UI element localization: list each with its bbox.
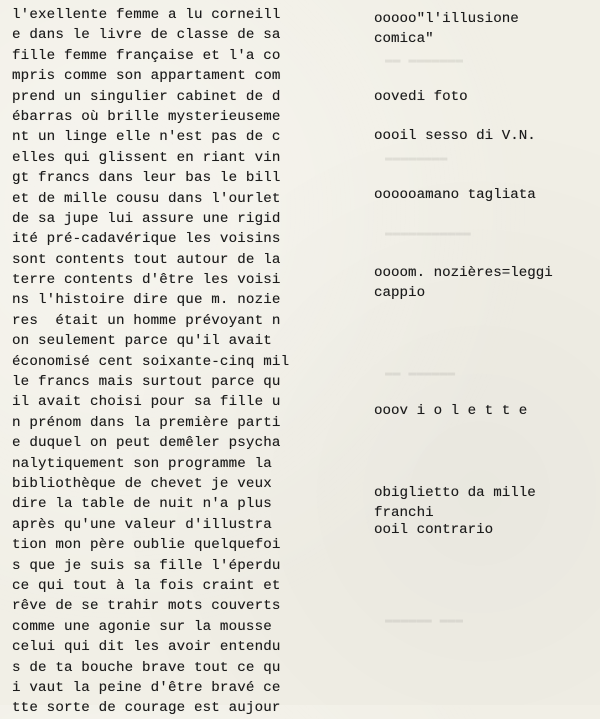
text-line: de sa jupe lui assure une rigid [12,210,281,227]
text-line: l'exellente femme a lu corneill [12,7,281,23]
margin-note: oooooamano tagliata [374,187,536,203]
text-line: on seulement parce qu'il avait [12,333,272,350]
text-line: économisé cent soixante-cinq mil [12,353,290,370]
show-through-texture: ▬▬▬▬▬▬ ▬▬▬ [385,612,464,627]
text-line: et de mille cousu dans l'ourlet [12,190,281,207]
text-line: mpris comme son appartament com [12,68,281,85]
text-line: e duquel on peut demêler psycha [12,435,281,452]
text-line: ce qui tout à la fois craint et [12,577,281,594]
text-line: le francs mais surtout parce qu [12,374,281,391]
text-line: e dans le livre de classe de sa [12,27,281,44]
margin-note: obiglietto da mille franchi [374,485,536,522]
text-line: terre contents d'être les voisi [12,272,281,289]
text-line: gt francs dans leur bas le bill [12,170,281,187]
text-line: elles qui glissent en riant vin [12,149,281,166]
text-line: fille femme française et l'a co [12,47,281,64]
margin-note: ooil contrario [374,522,494,538]
text-line: i vaut la peine d'être bravé ce [12,679,281,696]
margin-note: oooom. nozières=leggi cappio [374,265,553,302]
text-line: ité pré-cadavérique les voisins [12,231,281,248]
text-line: dire la table de nuit n'a plus [12,496,272,513]
margin-note: oovedi foto [374,89,468,105]
show-through-texture: ▬▬▬▬▬▬▬▬▬▬▬ [385,225,471,240]
text-line: tion mon père oublie quelquefoi [12,537,281,554]
text-line: rêve de se trahir mots couverts [12,598,281,615]
text-line: ébarras où brille mysterieuseme [12,108,281,125]
text-line: prend un singulier cabinet de d [12,88,281,105]
margin-note: ooooo"l'illusione comica" [374,11,519,48]
margin-note: oooil sesso di V.N. [374,128,536,144]
text-line: ns l'histoire dire que m. nozie [12,292,281,309]
text-line: nalytiquement son programme la [12,455,272,472]
text-line: sont contents tout autour de la [12,251,281,268]
text-line: s que je suis sa fille l'éperdu [12,557,281,574]
text-line: celui qui dit les avoir entendu [12,639,281,656]
text-line: n prénom dans la première parti [12,414,281,431]
margin-note: ooov i o l e t t e [374,403,528,419]
show-through-texture: ▬▬ ▬▬▬▬▬▬▬ [385,52,464,67]
text-line: il avait choisi pour sa fille u [12,394,281,411]
text-line: res était un homme prévoyant n [12,312,281,329]
show-through-texture: ▬▬ ▬▬▬▬▬▬ [385,365,456,380]
text-line: s de ta bouche brave tout ce qu [12,659,281,676]
text-line: tte sorte de courage est aujour [12,700,281,717]
show-through-texture: ▬▬▬▬▬▬▬▬ [385,150,448,165]
text-line: bibliothèque de chevet je veux [12,475,272,492]
text-line: comme une agonie sur la mousse [12,618,272,635]
text-line: après qu'une valeur d'illustra [12,516,272,533]
text-line: nt un linge elle n'est pas de c [12,129,281,146]
